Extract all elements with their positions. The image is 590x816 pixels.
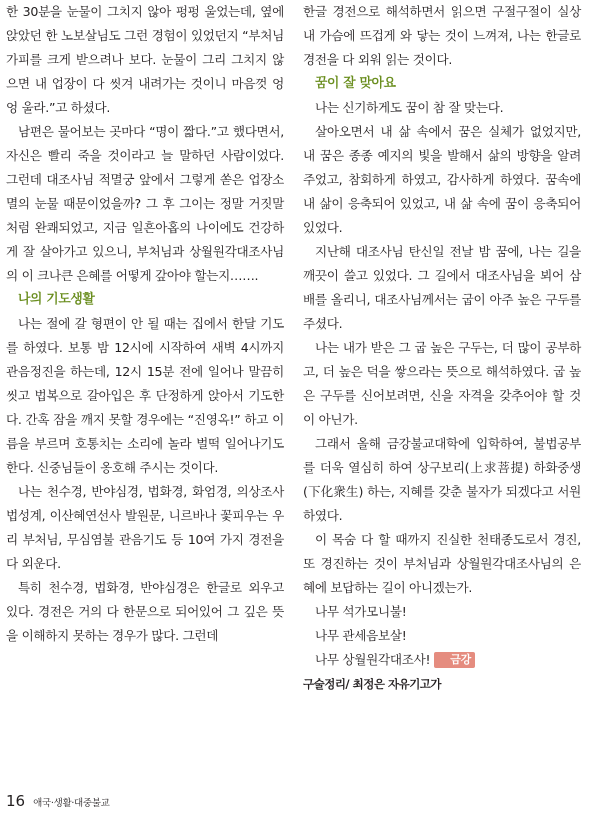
right-column <box>303 0 581 696</box>
body-paragraph: 한글 경전으로 해석하면서 읽으면 구절구절이 실상 내 가슴에 뜨겁게 와 닿는 것이 느껴져, 나는 한글로 경전을 다 외워 읽는 것이다. <box>303 4 581 67</box>
left-column <box>6 0 284 648</box>
page-footer <box>6 792 110 810</box>
publication-title: 애국·생활·대중불교 <box>33 798 110 809</box>
body-paragraph: 특히 천수경, 법화경, 반야심경은 한글로 외우고 있다. 경전은 거의 다 한문으로 되어있어 그 깊은 뜻을 이해하지 못하는 경우가 많다. 그런데 <box>6 580 284 643</box>
author-credit: 구술정리/ 최정은 자유기고가 <box>303 677 442 691</box>
body-paragraph: 한 30분을 눈물이 그치지 않아 펑펑 울었는데, 옆에 앉았던 한 노보살님도 그런 경험이 있었던지 “부처님 가피를 크게 받으려나 보다. 눈물이 그리 그치지 않으면 내 업장이 다 씻겨 내려가는 것이니 마음껏 엉엉 울라.”고 하셨다. <box>6 4 284 115</box>
body-paragraph: 나는 천수경, 반야심경, 법화경, 화엄경, 의상조사 법성계, 이산혜연선사 발원문, 니르바나 꽃피우는 우리 부처님, 무심염불 관음기도 등 10여 가지 경전을 다 외운다. <box>6 484 284 571</box>
body-paragraph: 나는 신기하게도 꿈이 참 잘 맞는다. <box>315 100 504 115</box>
end-badge: 금강 <box>434 652 475 668</box>
body-paragraph: 지난해 대조사님 탄신일 전날 밤 꿈에, 나는 길을 깨끗이 쓸고 있었다. 그 길에서 대조사님을 뵈어 삼배를 올리니, 대조사님께서는 굽이 아주 높은 구두를 주셨다. <box>303 244 581 331</box>
chant-line: 나무 석가모니불! <box>315 604 407 619</box>
body-paragraph: 살아오면서 내 삶 속에서 꿈은 실체가 없었지만, 내 꿈은 종종 예지의 빛을 발해서 삶의 방향을 알려주었고, 참회하게 하였고, 감사하게 하였다. 꿈속에 내 삶이 응축되어 있었고, 내 삶 속에 꿈이 응축되어 있었다. <box>303 124 581 235</box>
section-heading-dreams: 꿈이 잘 맞아요 <box>315 76 396 91</box>
body-paragraph: 나는 절에 갈 형편이 안 될 때는 집에서 한달 기도를 하였다. 보통 밤 12시에 시작하여 새벽 4시까지 관음정진을 하는데, 12시 15분 전에 일어나 말끔히 씻고 법복으로 갈아입은 후 단정하게 앉아서 기도한다. 간혹 잠을 깨지 못할 경우에는 “진영옥!” 하고 이름을 부르며 호통치는 소리에 놀라 벌떡 일어나기도 한다. 신중님들이 옹호해 주시는 것이다. <box>6 316 284 475</box>
body-paragraph: 남편은 물어보는 곳마다 “명이 짧다.”고 했다면서, 자신은 빨리 죽을 것이라고 늘 말하던 사람이었다. 그런데 대조사님 적멸궁 앞에서 그렇게 쏟은 업장소멸의 눈물 때문이었을까? 그 후 그이는 정말 거짓말처럼 완쾌되었고, 지금 일흔아홉의 나이에도 건강하게 잘 살아가고 있으니, 부처님과 상월원각대조사님의 이 크나큰 은혜를 어떻게 갚아야 할는지……. <box>6 124 284 283</box>
section-heading-prayer-life: 나의 기도생활 <box>18 292 95 307</box>
body-paragraph: 이 목숨 다 할 때까지 진실한 천태종도로서 경진, 또 경진하는 것이 부처님과 상월원각대조사님의 은혜에 보답하는 길이 아니겠는가. <box>303 532 581 595</box>
chant-line-final <box>303 648 581 672</box>
body-paragraph: 나는 내가 받은 그 굽 높은 구두는, 더 많이 공부하고, 더 높은 덕을 쌓으라는 뜻으로 해석하였다. 굽 높은 구두를 신어보려면, 신을 자격을 갖추어야 할 것이 아닌가. <box>303 340 581 427</box>
body-paragraph: 그래서 올해 금강불교대학에 입학하여, 불법공부를 더욱 열심히 하여 상구보리(上求菩提) 하화중생(下化衆生) 하는, 지혜를 갖춘 불자가 되겠다고 서원하였다. <box>303 436 581 523</box>
page-number: 16 <box>6 792 26 810</box>
chant-line: 나무 관세음보살! <box>315 628 407 643</box>
chant-line-text: 나무 상월원각대조사! <box>315 652 431 667</box>
